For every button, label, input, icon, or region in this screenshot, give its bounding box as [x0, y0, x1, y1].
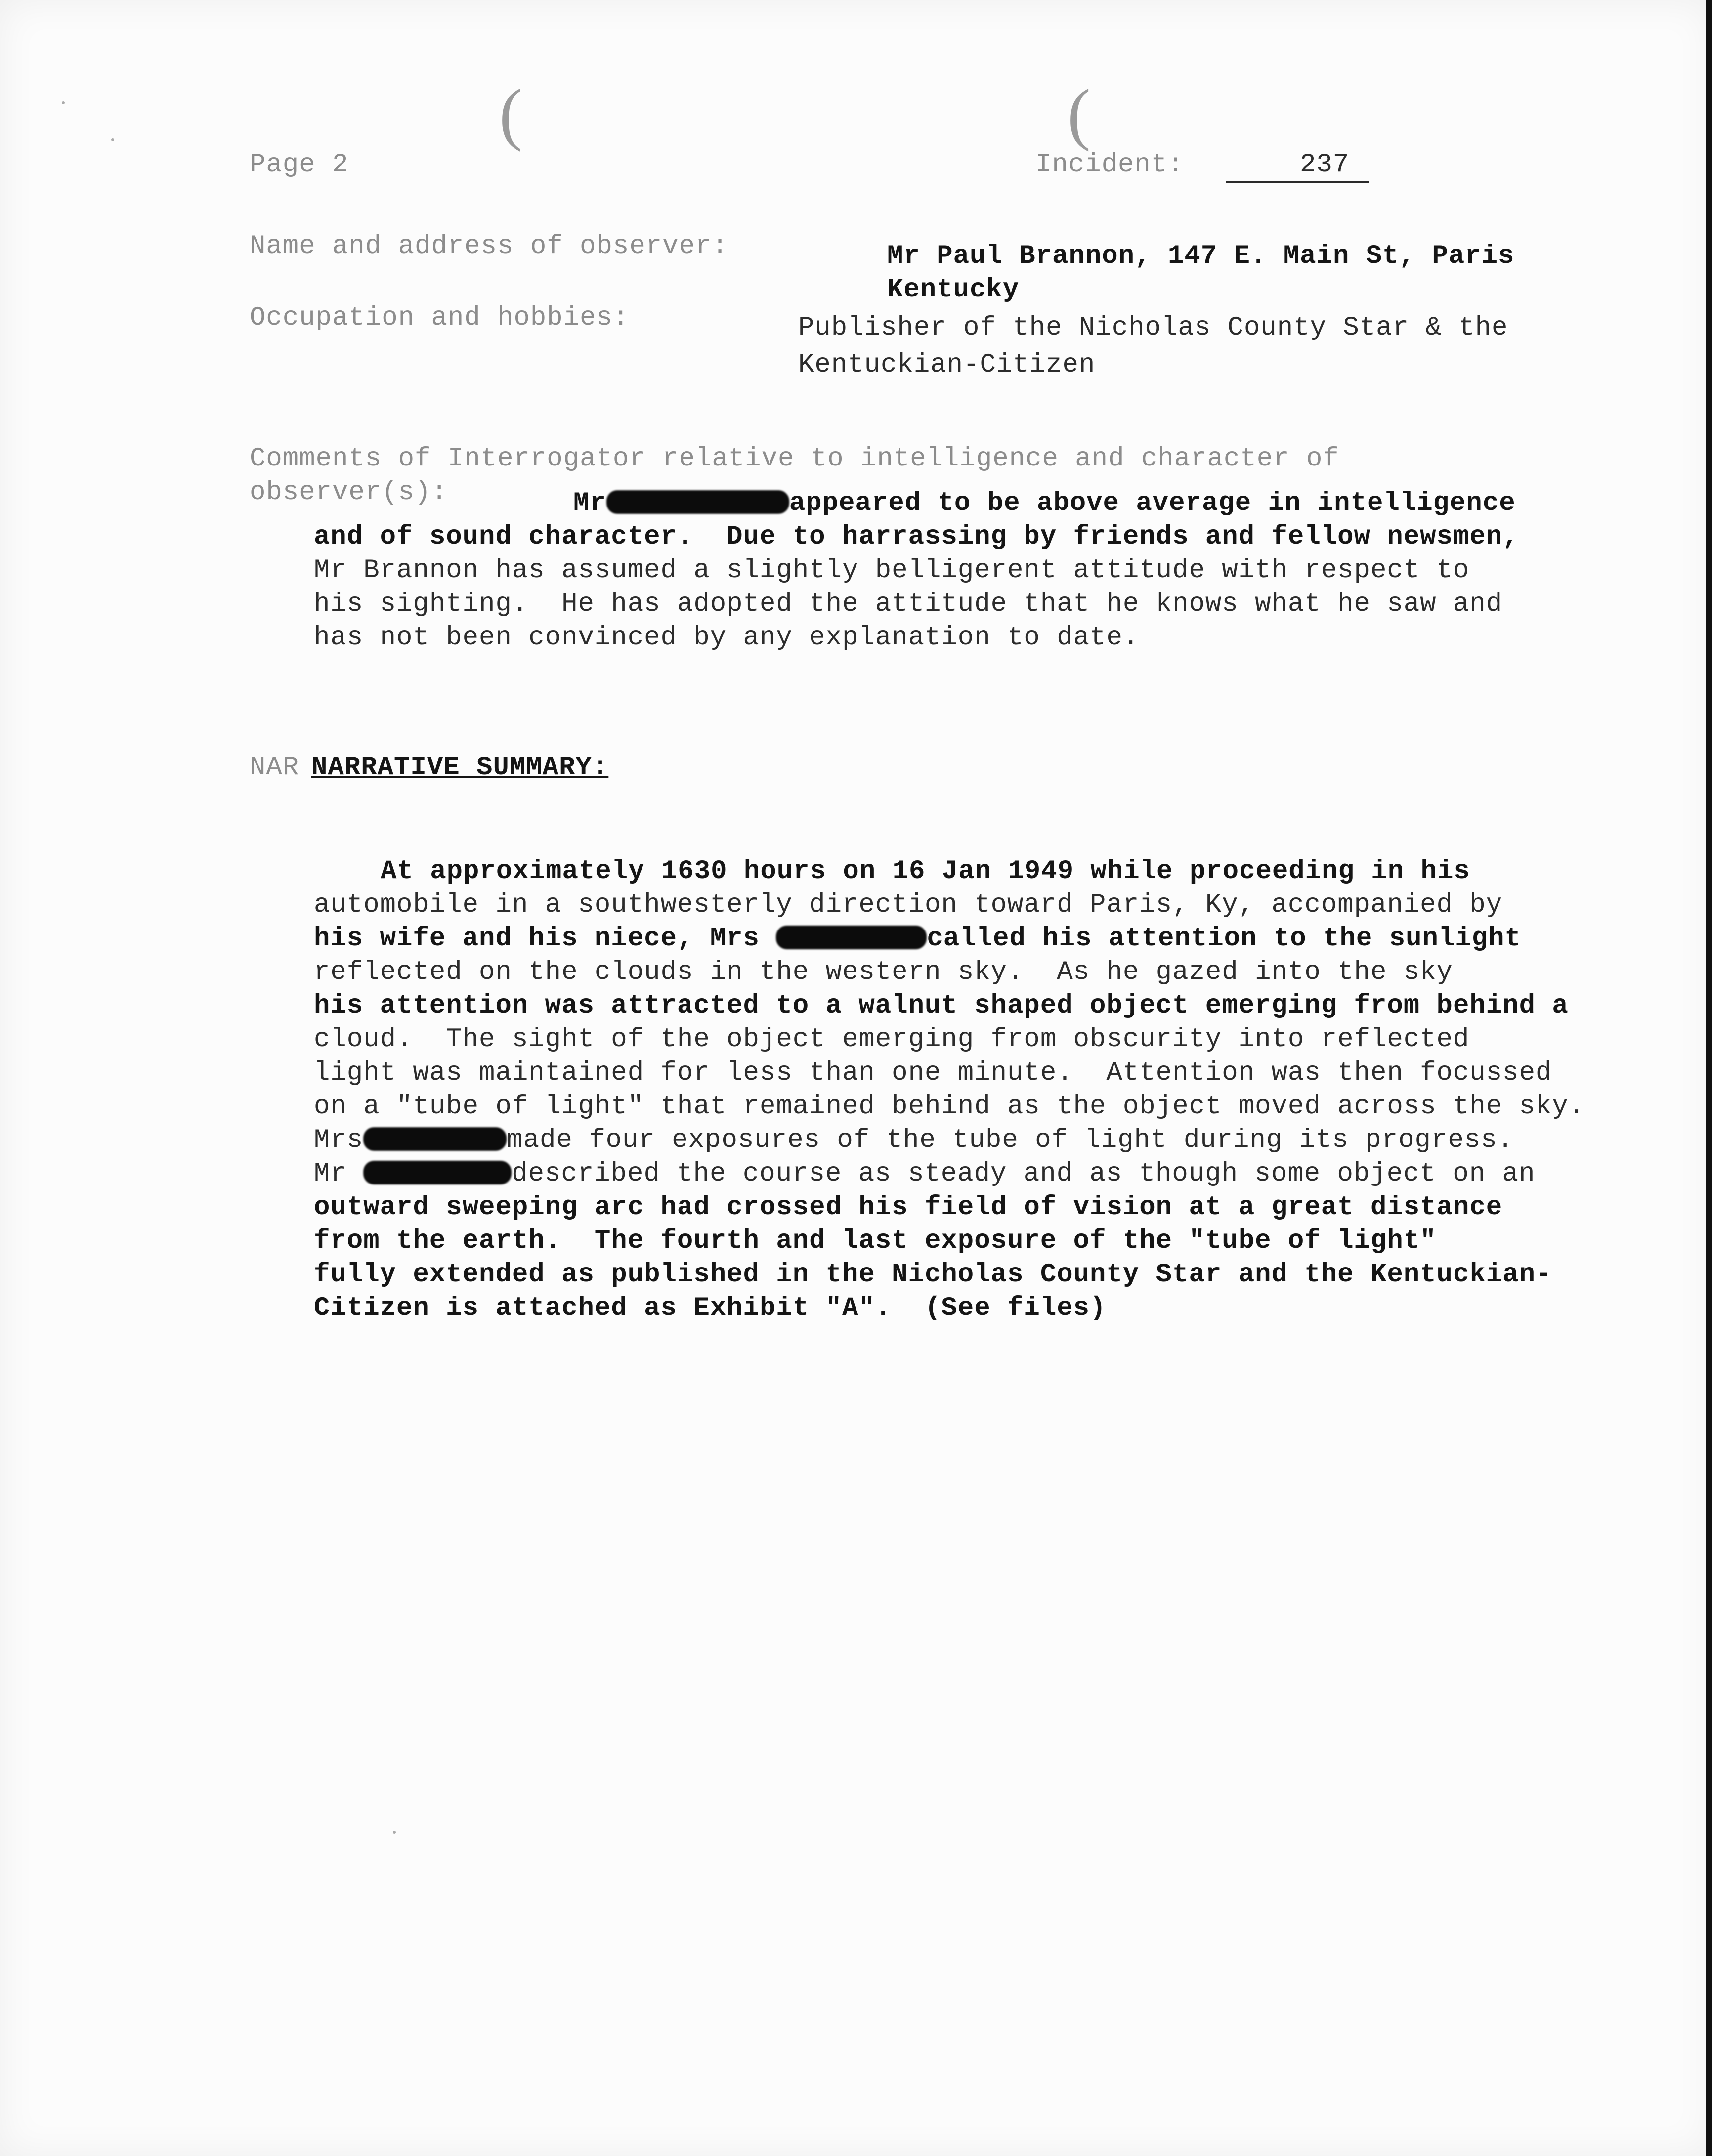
narrative-line5: his attention was attracted to a walnut shaped object emerging from behind a	[314, 991, 1569, 1021]
comments-label-line2: observer(s):	[250, 477, 448, 507]
narrative-line1: At approximately 1630 hours on 16 Jan 1949 while proceeding in his	[381, 856, 1470, 887]
incident-label: Incident:	[1035, 150, 1184, 180]
narrative-line4: reflected on the clouds in the western sky. As he gazed into the sky	[314, 957, 1453, 987]
scan-speck	[111, 138, 114, 141]
narrative-line3-pre: his wife and his niece, Mrs	[314, 924, 760, 954]
observer-name-line2: Kentucky	[887, 275, 1020, 305]
incident-number	[1226, 148, 1369, 182]
redaction-mark	[363, 1127, 507, 1151]
comments-line5: has not been convinced by any explanation to date.	[314, 623, 1140, 653]
scan-speck	[393, 1831, 396, 1834]
narrative-heading-strike: NAR	[250, 753, 300, 783]
narrative-line7: light was maintained for less than one minute. Attention was then focussed	[314, 1058, 1552, 1088]
narrative-line11: outward sweeping arc had crossed his field of vision at a great distance	[314, 1192, 1503, 1223]
comments-line1-text: appeared to be above average in intelligence	[789, 488, 1516, 518]
scan-edge	[1706, 0, 1712, 2156]
observer-name-label: Name and address of observer:	[250, 231, 728, 261]
observer-name-line1: Mr Paul Brannon, 147 E. Main St, Paris	[887, 241, 1515, 271]
scan-speck	[62, 101, 65, 104]
narrative-line14: Citizen is attached as Exhibit "A". (See files)	[314, 1293, 1107, 1323]
comments-line4: his sighting. He has adopted the attitude that he knows what he saw and	[314, 589, 1503, 619]
punch-mark: (	[499, 76, 522, 152]
narrative-line3-post: called his attention to the sunlight	[927, 924, 1521, 954]
narrative-line9-pre: Mrs	[314, 1125, 364, 1155]
narrative-line3	[314, 922, 1521, 956]
page-label: Page 2	[250, 150, 349, 180]
punch-mark: (	[1068, 76, 1091, 152]
narrative-line2: automobile in a southwesterly direction toward Paris, Ky, accompanied by	[314, 890, 1503, 920]
narrative-line6: cloud. The sight of the object emerging from obscurity into reflected	[314, 1024, 1470, 1055]
comments-line2: and of sound character. Due to harrassing by friends and fellow newsmen,	[314, 522, 1519, 552]
redaction-mark	[776, 926, 927, 949]
narrative-line13: fully extended as published in the Nicholas County Star and the Kentuckian-	[314, 1260, 1552, 1290]
redaction-mark	[363, 1161, 512, 1184]
comments-line1-prefix: Mr	[573, 488, 606, 518]
comments-line1	[573, 487, 1516, 520]
narrative-line10-post: described the course as steady and as though some object on an	[512, 1159, 1536, 1189]
occupation-line1: Publisher of the Nicholas County Star & the	[798, 313, 1508, 343]
comments-label-line1: Comments of Interrogator relative to intelligence and character of	[250, 444, 1339, 474]
narrative-line9-post: made four exposures of the tube of light during its progress.	[507, 1125, 1514, 1155]
narrative-line10	[314, 1157, 1535, 1191]
incident-number-value: 237	[1226, 150, 1369, 183]
occupation-line2: Kentuckian-Citizen	[798, 350, 1096, 380]
narrative-heading: NARRATIVE SUMMARY:	[311, 753, 609, 783]
narrative-line10-pre: Mr	[314, 1159, 347, 1189]
narrative-line8: on a "tube of light" that remained behind as the object moved across the sky.	[314, 1092, 1585, 1122]
narrative-line12: from the earth. The fourth and last exposure of the "tube of light"	[314, 1226, 1437, 1256]
occupation-label: Occupation and hobbies:	[250, 303, 630, 333]
narrative-line9	[314, 1124, 1514, 1157]
redaction-mark	[606, 490, 789, 514]
comments-line3: Mr Brannon has assumed a slightly belligerent attitude with respect to	[314, 555, 1470, 586]
